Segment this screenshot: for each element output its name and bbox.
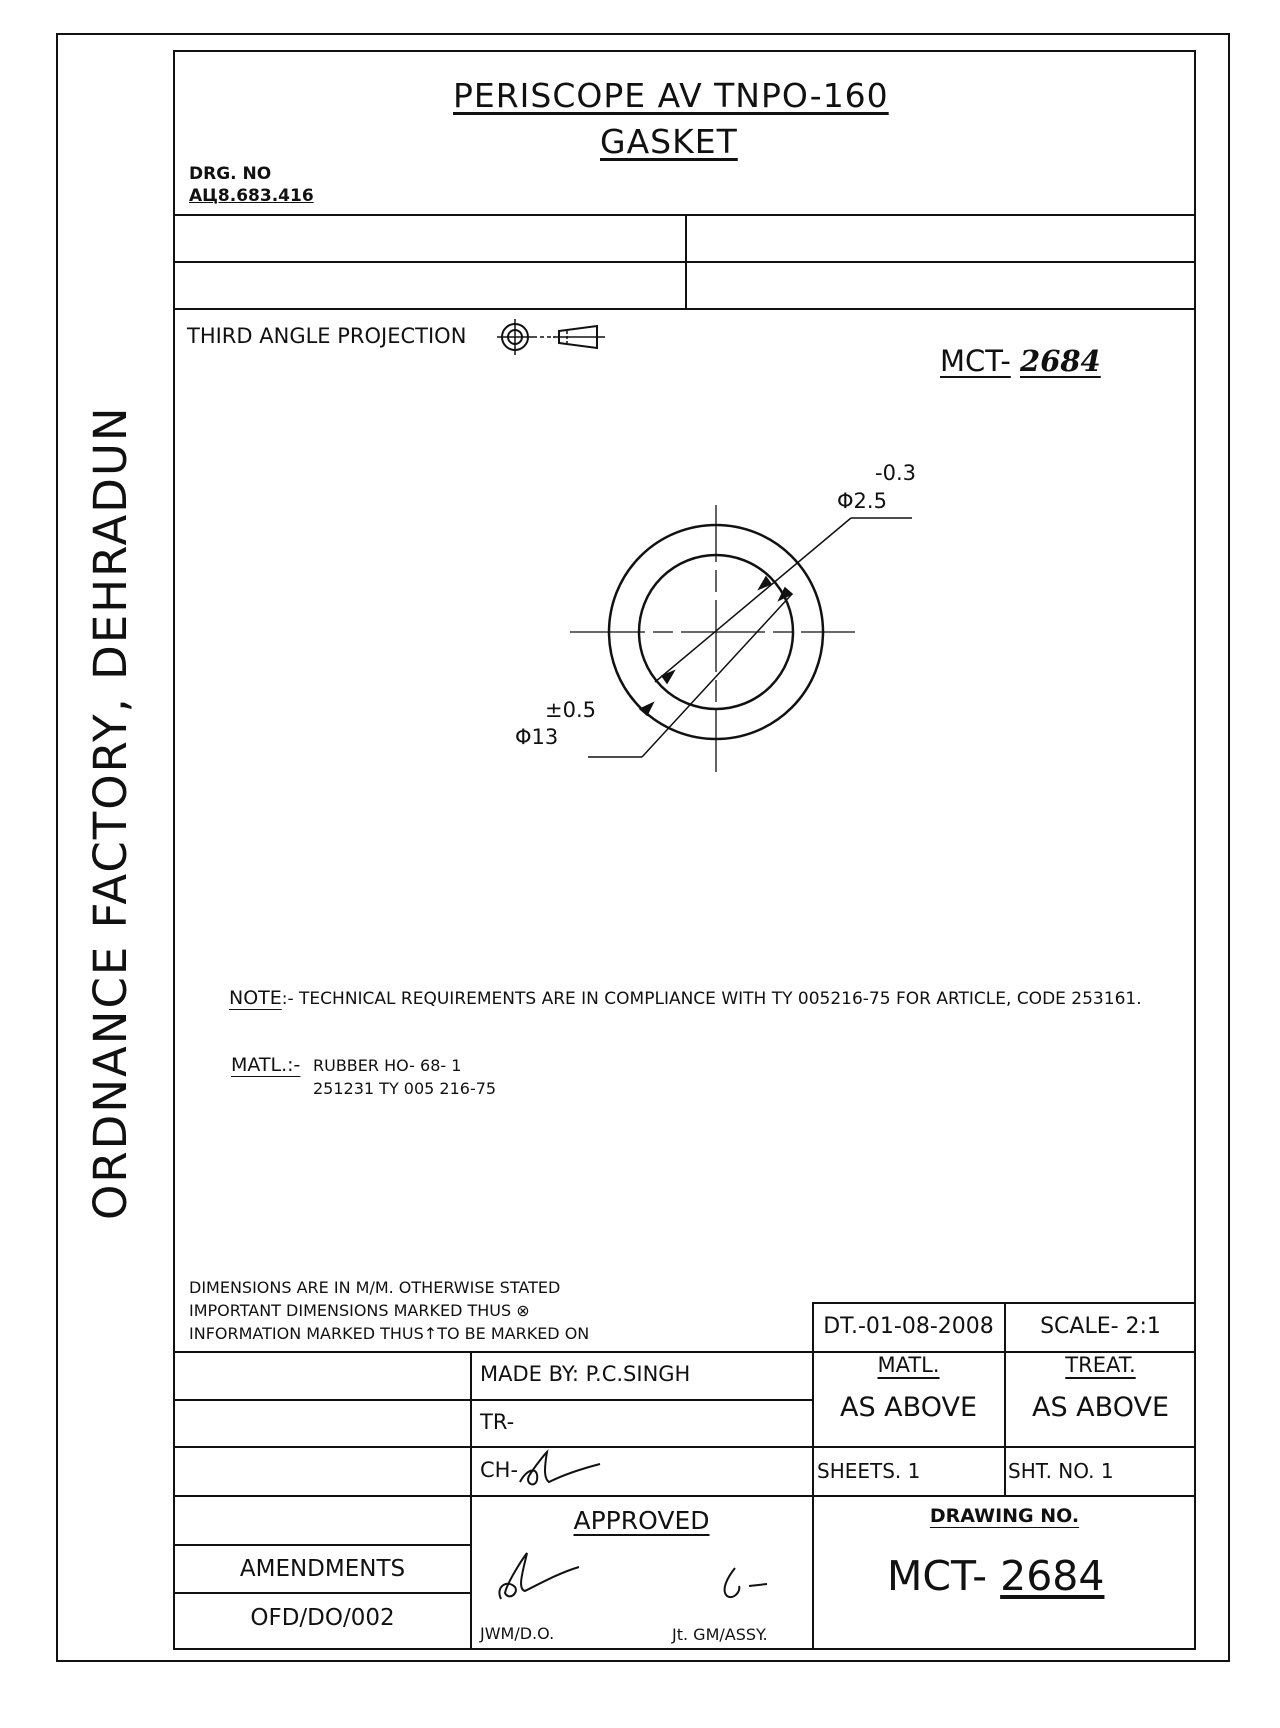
jwm-label: JWM/D.O. [480,1624,555,1643]
approved-label: APPROVED [573,1505,710,1535]
jtgm-label: Jt. GM/ASSY. [672,1625,768,1644]
general-note-1: DIMENSIONS ARE IN M/M. OTHERWISE STATED [189,1278,561,1297]
ch-label: CH- [480,1458,519,1482]
outer-dia-label: Φ13 [515,725,559,749]
drawing-ref-number: 2684 [1020,344,1101,378]
general-note-3: INFORMATION MARKED THUS↑TO BE MARKED ON [189,1324,590,1343]
tb-rule [175,1495,1196,1497]
sheets: SHEETS. 1 [817,1459,921,1483]
inner-dia-label: Φ2.5 [837,489,887,513]
matl-line-1: RUBBER HO- 68- 1 [313,1056,462,1075]
matl-label: MATL.:- [231,1054,301,1076]
center-lines [570,505,855,772]
treat-head: TREAT. [1065,1353,1136,1377]
tr-label: TR- [480,1410,515,1434]
outer-diameter-leader [588,588,792,757]
drawing-frame [173,50,1196,1650]
general-note-2: IMPORTANT DIMENSIONS MARKED THUS ⊗ [189,1301,530,1320]
drawing-no [887,1552,1104,1600]
tb-col [470,1351,472,1650]
drg-label: DRG. NO [189,164,272,184]
sheet-number: SHT. NO. 1 [1008,1459,1114,1483]
jtgm-signature [715,1564,785,1604]
drawing-title: PERISCOPE AV TNPO-160 [453,76,889,115]
inner-dia-tolerance: -0.3 [875,461,916,485]
drawing-no-value: 2684 [1000,1552,1105,1600]
jwm-signature [493,1547,583,1607]
tb-rule [175,1446,1196,1448]
inner-diameter-leader [655,518,912,683]
gasket-view [175,52,1196,1052]
sidebar-factory-name: ORDNANCE FACTORY, DEHRADUN [84,405,137,1220]
drawing-subtitle: GASKET [600,122,738,161]
note-label: NOTE [229,987,282,1009]
projection-label: THIRD ANGLE PROJECTION [187,324,467,348]
drawing-no-prefix: MCT- [887,1552,988,1600]
matl-head: MATL. [877,1353,940,1377]
matl-value: AS ABOVE [839,1391,978,1423]
scale: SCALE- 2:1 [1040,1314,1161,1339]
matl-line-2: 251231 TY 005 216-75 [313,1079,497,1098]
date: DT.-01-08-2008 [823,1314,994,1339]
tb-rule [175,1399,812,1401]
drawing-no-label: DRAWING NO. [929,1505,1080,1527]
drg-number: AЦ8.683.416 [189,186,314,206]
ofd-code: OFD/DO/002 [250,1605,395,1631]
note-text: :- TECHNICAL REQUIREMENTS ARE IN COMPLIANCE WITH TY 005216-75 FOR ARTICLE, CODE 253161. [281,989,1142,1009]
checker-signature [515,1448,605,1490]
amendments-label: AMENDMENTS [239,1555,406,1582]
made-by: MADE BY: P.C.SINGH [480,1362,691,1386]
treat-value: AS ABOVE [1031,1391,1170,1423]
note-line [229,987,1142,1009]
drawing-ref-prefix: MCT- [940,344,1011,378]
outer-dia-tolerance: ±0.5 [545,698,596,722]
